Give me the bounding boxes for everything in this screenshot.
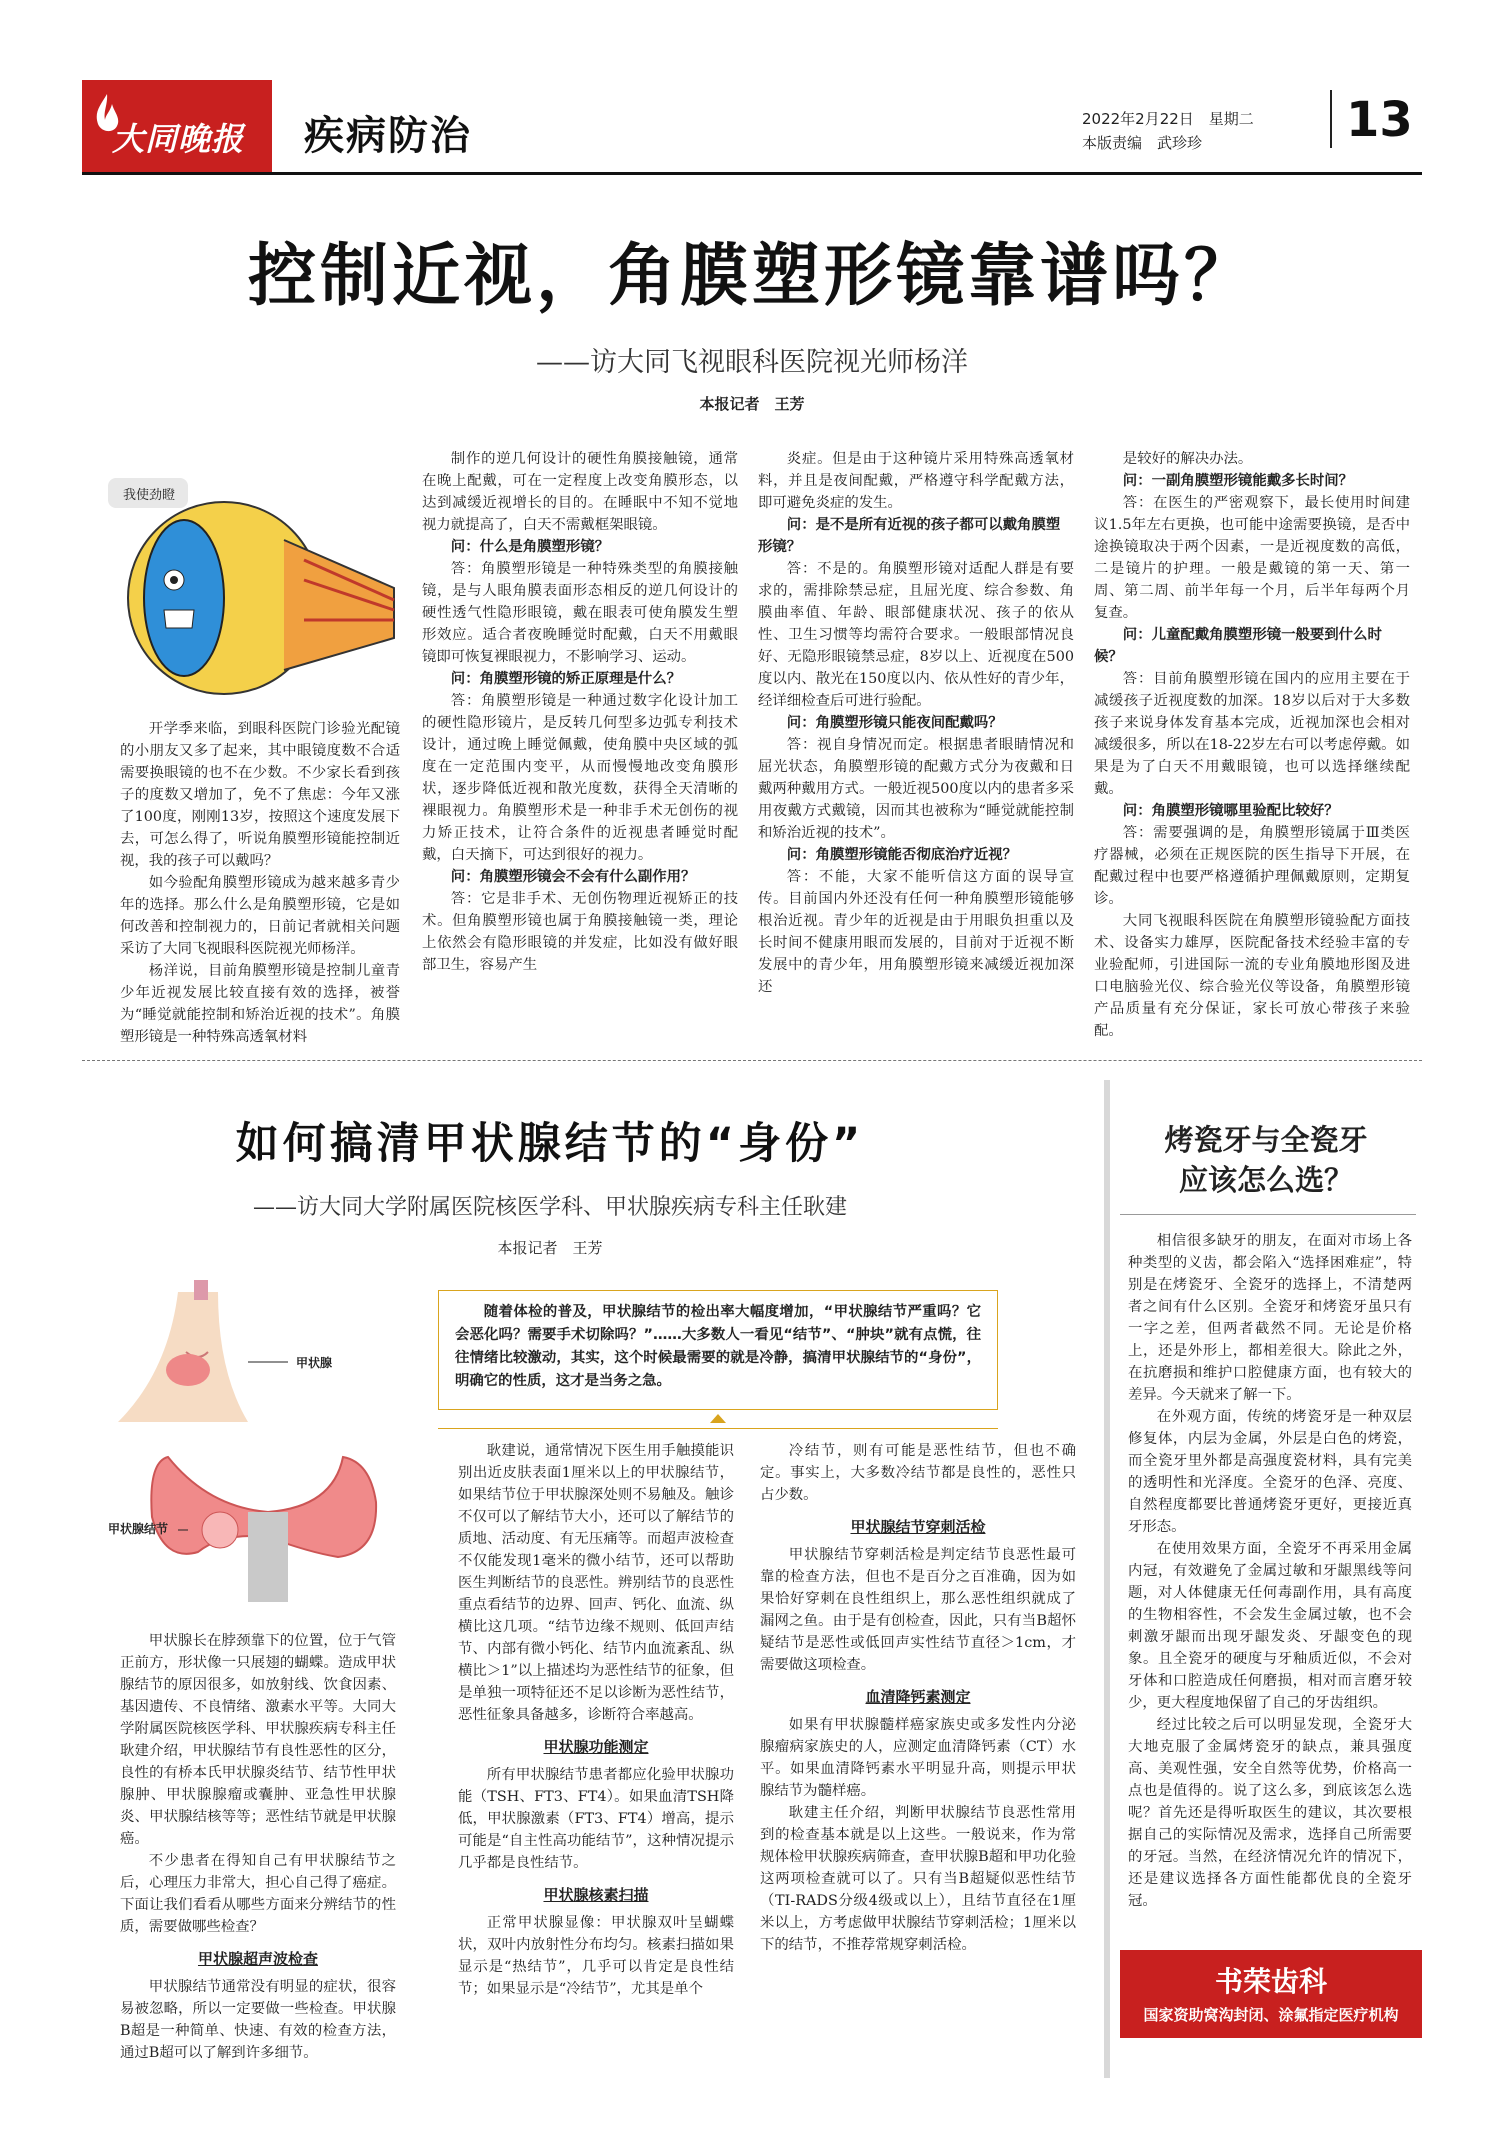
dental-ad[interactable] [1120, 1950, 1422, 2038]
subheading: 血清降钙素测定 [865, 1688, 971, 1706]
paragraph: 开学季来临，到眼科医院门诊验光配镜的小朋友又多了起来，其中眼镜度数不合适需要换眼镜的也不在少数。不少家长看到孩子的度数又增加了，免不了焦虑：今年又涨了100度，刚刚13岁，按照这个速度发展下去，可怎么得了，听说角膜塑形镜能控制近视，我的孩子可以戴吗？ [120, 721, 400, 869]
paragraph: 答：需要强调的是，角膜塑形镜属于Ⅲ类医疗器械，必须在正规医院的医生指导下开展，在配戴过程中也要严格遵循护理佩戴原则，定期复诊。 [1094, 825, 1410, 907]
section-divider [82, 1060, 1422, 1061]
article2-col3 [760, 1440, 1076, 2050]
subheading: 甲状腺超声波检查 [197, 1950, 318, 1968]
paragraph: 在使用效果方面，全瓷牙不再采用金属内冠，有效避免了金属过敏和牙龈黑线等问题，对人体健康无任何毒副作用，具有高度的生物相容性，不会发生金属过敏，也不会刺激牙龈而出现牙龈发炎、牙龈变色的现象。且全瓷牙的硬度与牙釉质近似，不会对牙体和口腔造成任何磨损，相对而言磨牙较少，更大程度地保留了自己的牙齿组织。 [1128, 1541, 1412, 1711]
question: 问：角膜塑形镜会不会有什么副作用？ [450, 869, 696, 885]
paragraph: 答：不能，大家不能听信这方面的误导宣传。目前国内外还没有任何一种角膜塑形镜能够根治近视。青少年的近视是由于用眼负担重以及长时间不健康用眼而发展的，目前对于近视不断发展中的青少年，用角膜塑形镜来减缓近视加深还 [758, 869, 1074, 995]
paragraph: 不少患者在得知自己有甲状腺结节之后，心理压力非常大，担心自己得了癌症。下面让我们看看从哪些方面来分辨结节的性质，需要做哪些检查？ [120, 1853, 396, 1935]
label-thyroid: 甲状腺 [296, 1356, 333, 1370]
eye-illustration [104, 470, 404, 705]
article3-headline-1: 烤瓷牙与全瓷牙 [1164, 1123, 1368, 1157]
article3-head-rule [1120, 1214, 1416, 1215]
illustration-label: 我使劲瞪 [122, 488, 175, 503]
ad-slogan: 国家资助窝沟封闭、涂氟指定医疗机构 [1143, 2006, 1399, 2024]
paragraph: 大同飞视眼科医院在角膜塑形镜验配方面技术、设备实力雄厚，医院配备技术经验丰富的专业验配师，引进国际一流的专业角膜地形图及进口电脑验光仪、综合验光仪等设备，角膜塑形镜产品质量有充分保证，家长可放心带孩子来验配。 [1094, 913, 1410, 1039]
subheading: 甲状腺功能测定 [543, 1738, 649, 1756]
paragraph: 答：视自身情况而定。根据患者眼睛情况和屈光状态，角膜塑形镜的配戴方式分为夜戴和日戴两种戴用方式。一般近视500度以内的患者多采用夜戴方式戴镜，因而其也被称为“睡觉就能控制和矫治近视的技术”。 [758, 737, 1074, 841]
paragraph: 甲状腺长在脖颈靠下的位置，位于气管正前方，形状像一只展翅的蝴蝶。造成甲状腺结节的原因很多，如放射线、饮食因素、基因遗传、不良情绪、激素水平等。大同大学附属医院核医学科、甲状腺疾病专科主任耿建介绍，甲状腺结节有良性恶性的区分，良性的有桥本氏甲状腺炎结节、结节性甲状腺肿、甲状腺腺瘤或囊肿、亚急性甲状腺炎、甲状腺结核等等；恶性结节就是甲状腺癌。 [120, 1633, 396, 1847]
paragraph: 正常甲状腺显像：甲状腺双叶呈蝴蝶状，双叶内放射性分布均匀。核素扫描如果显示是“热结节”，几乎可以肯定是良性结节；如果显示是“冷结节”，尤其是单个 [458, 1915, 734, 1997]
subheading: 甲状腺结节穿刺活检 [850, 1518, 986, 1536]
editor-line: 本版责编 武珍珍 [1082, 134, 1203, 152]
paragraph: 耿建主任介绍，判断甲状腺结节良恶性常用到的检查基本就是以上这些。一般说来，作为常规体检甲状腺疾病筛查，查甲状腺B超和甲功化验这两项检查就可以了。只有当B超疑似恶性结节（TI-RADS分级4级或以上），且结节直径在1厘米以上，方考虑做甲状腺结节穿刺活检；1厘米以下的结节，不推荐常规穿刺活检。 [760, 1805, 1076, 1953]
article1-col2 [422, 448, 738, 1038]
question: 问：是不是所有近视的孩子都可以戴角膜塑形镜？ [758, 517, 1061, 555]
article1-subheadline: ——访大同飞视眼科医院视光师杨洋 [536, 347, 968, 378]
article2-headline: 如何搞清甲状腺结节的“身份” [235, 1119, 865, 1169]
question: 问：一副角膜塑形镜能戴多长时间？ [1122, 473, 1354, 489]
paragraph: 在外观方面，传统的烤瓷牙是一种双层修复体，内层为金属，外层是白色的烤瓷，而全瓷牙里外都是高强度瓷材料，具有完美的透明性和光泽度。全瓷牙的色泽、亮度、自然程度都要比普通烤瓷牙更好，更接近真牙形态。 [1128, 1409, 1412, 1535]
article2-subheadline: ——访大同大学附属医院核医学科、甲状腺疾病专科主任耿建 [252, 1195, 847, 1220]
article2-intro [438, 1290, 998, 1410]
paragraph: 经过比较之后可以明显发现，全瓷牙大大地克服了金属烤瓷牙的缺点，兼具强度高、美观性强，安全自然等优势，价格高一点也是值得的。说了这么多，到底该怎么选呢？首先还是得听取医生的建议，其次要根据自己的实际情况及需求，选择自己所需要的牙冠。当然，在经济情况允许的情况下，还是建议选择各方面性能都优良的全瓷牙冠。 [1128, 1717, 1412, 1909]
intro-text: 随着体检的普及，甲状腺结节的检出率大幅度增加，“甲状腺结节严重吗？它会恶化吗？需要手术切除吗？”……大多数人一看见“结节”、“肿块”就有点慌，往往情绪比较激动，其实，这个时候最需要的就是冷静，搞清甲状腺结节的“身份”，明确它的性质，这才是当务之急。 [455, 1304, 981, 1389]
paragraph: 答：它是非手术、无创伤物理近视矫正的技术。但角膜塑形镜也属于角膜接触镜一类，理论上依然会有隐形眼镜的并发症，比如没有做好眼部卫生，容易产生 [422, 891, 738, 973]
paragraph: 答：目前角膜塑形镜在国内的应用主要在于减缓孩子近视度数的加深。18岁以后对于大多数孩子来说身体发育基本完成，近视加深也会相对减缓很多，所以在18-22岁左右可以考虑停戴。如果是为了白天不用戴眼镜，也可以选择继续配戴。 [1094, 671, 1410, 797]
intro-arrow [710, 1414, 726, 1423]
question: 问：角膜塑形镜的矫正原理是什么？ [450, 671, 682, 687]
paragraph: 炎症。但是由于这种镜片采用特殊高透氧材料，并且是夜间配戴，严格遵守科学配戴方法，即可避免炎症的发生。 [758, 451, 1074, 511]
question: 问：角膜塑形镜哪里验配比较好？ [1122, 803, 1339, 819]
article1-headline: 控制近视，角膜塑形镜靠谱吗？ [247, 237, 1256, 316]
article3-body [1128, 1230, 1412, 1909]
paragraph: 答：不是的。角膜塑形镜对适配人群是有要求的，需排除禁忌症，且屈光度、综合参数、角膜曲率值、年龄、眼部健康状况、孩子的依从性、卫生习惯等均需符合要求。一般眼部情况良好、无隐形眼镜禁忌症，8岁以上、近视度在500度以内、散光在150度以内、依从性好的青少年，经详细检查后可进行验配。 [758, 561, 1074, 709]
paragraph: 答：角膜塑形镜是一种特殊类型的角膜接触镜，是与人眼角膜表面形态相反的逆几何设计的硬性透气性隐形眼镜，戴在眼表可使角膜发生塑形效应。适合者夜晚睡觉时配戴，白天不用戴眼镜即可恢复裸眼视力，不影响学习、运动。 [422, 561, 738, 665]
thyroid-illustration [108, 1262, 418, 1622]
subheading: 甲状腺核素扫描 [543, 1886, 649, 1904]
article2-byline: 本报记者 王芳 [497, 1239, 603, 1257]
paragraph: 制作的逆几何设计的硬性角膜接触镜，通常在晚上配戴，可在一定程度上改变角膜形态，以达到减缓近视增长的目的。在睡眠中不知不觉地视力就提高了，白天不需戴框架眼镜。 [422, 451, 738, 533]
masthead-divider [1330, 90, 1332, 148]
section-title: 疾病防治 [304, 112, 472, 159]
paragraph: 耿建说，通常情况下医生用手触摸能识别出近皮肤表面1厘米以上的甲状腺结节，如果结节位于甲状腺深处则不易触及。触诊不仅可以了解结节大小，还可以了解结节的质地、活动度、有无压痛等。而超声波检查不仅能发现1毫米的微小结节，还可以帮助医生判断结节的良恶性。辨别结节的良恶性重点看结节的边界、回声、钙化、血流、纵横比这几项。“结节边缘不规则、低回声结节、内部有微小钙化、结节内血流紊乱、纵横比＞1”以上描述均为恶性结节的征象，但是单独一项特征还不足以诊断为恶性结节，恶性征象具备越多，诊断符合率越高。 [458, 1443, 734, 1723]
question: 问：儿童配戴角膜塑形镜一般要到什么时候？ [1094, 627, 1382, 665]
paragraph: 如今验配角膜塑形镜成为越来越多青少年的选择。那么什么是角膜塑形镜，它是如何改善和控制视力的，日前记者就相关问题采访了大同飞视眼科医院视光师杨洋。 [120, 875, 400, 957]
question: 问：角膜塑形镜只能夜间配戴吗？ [786, 715, 1003, 731]
article1-byline: 本报记者 王芳 [699, 395, 805, 413]
paper-logo [82, 80, 272, 172]
label-nodule: 甲状腺结节 [108, 1522, 169, 1536]
intro-rule [438, 1428, 998, 1429]
ad-name: 书荣齿科 [1214, 1965, 1327, 1998]
masthead-rule [82, 172, 1422, 175]
article2-col2 [458, 1440, 734, 2050]
paragraph: 甲状腺结节穿刺活检是判定结节良恶性最可靠的检查方法，但也不是百分之百准确，因为如果恰好穿刺在良性组织上，那么恶性组织就成了漏网之鱼。由于是有创检查，因此，只有当B超怀疑结节是恶性或低回声实性结节直径＞1cm，才需要做这项检查。 [760, 1547, 1076, 1673]
paragraph: 杨洋说，目前角膜塑形镜是控制儿童青少年近视发展比较直接有效的选择，被誉为“睡觉就能控制和矫治近视的技术”。角膜塑形镜是一种特殊高透氧材料 [120, 963, 400, 1045]
paragraph: 答：在医生的严密观察下，最长使用时间建议1.5年左右更换，也可能中途需要换镜，是否中途换镜取决于两个因素，一是近视度数的高低，二是镜片的护理。一般是戴镜的第一天、第一周、第二周、前半年每一个月，后半年每两个月复查。 [1094, 495, 1410, 621]
paragraph: 如果有甲状腺髓样癌家族史或多发性内分泌腺瘤病家族史的人，应测定血清降钙素（CT）水平。如果血清降钙素水平明显升高，则提示甲状腺结节为髓样癌。 [760, 1717, 1076, 1799]
article3-headline-2: 应该怎么选？ [1178, 1163, 1353, 1197]
article3-sidebar [1104, 1080, 1422, 2078]
date-line: 2022年2月22日 星期二 [1082, 110, 1254, 128]
article2-col1 [120, 1630, 396, 2061]
question: 问：什么是角膜塑形镜？ [450, 539, 610, 555]
paragraph: 冷结节，则有可能是恶性结节，但也不确定。事实上，大多数冷结节都是良性的，恶性只占少数。 [760, 1443, 1076, 1503]
question: 问：角膜塑形镜能否彻底治疗近视？ [786, 847, 1018, 863]
paragraph: 相信很多缺牙的朋友，在面对市场上各种类型的义齿，都会陷入“选择困难症”，特别是在烤瓷牙、全瓷牙的选择上，不清楚两者之间有什么区别。全瓷牙和烤瓷牙虽只有一字之差，但两者截然不同。无论是价格上，还是外形上，都相差很大。除此之外，在抗磨损和维护口腔健康方面，也有较大的差异。今天就来了解一下。 [1128, 1233, 1412, 1403]
article1-col1 [120, 718, 400, 1045]
paper-name: 大同晚报 [112, 120, 245, 158]
article1-col3 [758, 448, 1074, 1038]
paragraph: 答：角膜塑形镜是一种通过数字化设计加工的硬性隐形镜片，是反转几何型多边弧专利技术设计，通过晚上睡觉佩戴，使角膜中央区域的弧度在一定范围内变平，从而慢慢地改变角膜形状，逐步降低近视和散光度数，获得全天清晰的裸眼视力。角膜塑形术是一种非手术无创伤的视力矫正技术，让符合条件的近视患者睡觉时配戴，白天摘下，可达到很好的视力。 [422, 693, 738, 863]
paragraph: 是较好的解决办法。 [1122, 451, 1253, 467]
article1-col4 [1094, 448, 1410, 1038]
page-number: 13 [1346, 92, 1413, 148]
paragraph: 所有甲状腺结节患者都应化验甲状腺功能（TSH、FT3、FT4）。如果血清TSH降低，甲状腺激素（FT3、FT4）增高，提示可能是“自主性高功能结节”，这种情况提示几乎都是良性结节。 [458, 1767, 734, 1871]
paragraph: 甲状腺结节通常没有明显的症状，很容易被忽略，所以一定要做一些检查。甲状腺B超是一种简单、快速、有效的检查方法，通过B超可以了解到许多细节。 [120, 1979, 396, 2061]
masthead [82, 80, 1422, 172]
